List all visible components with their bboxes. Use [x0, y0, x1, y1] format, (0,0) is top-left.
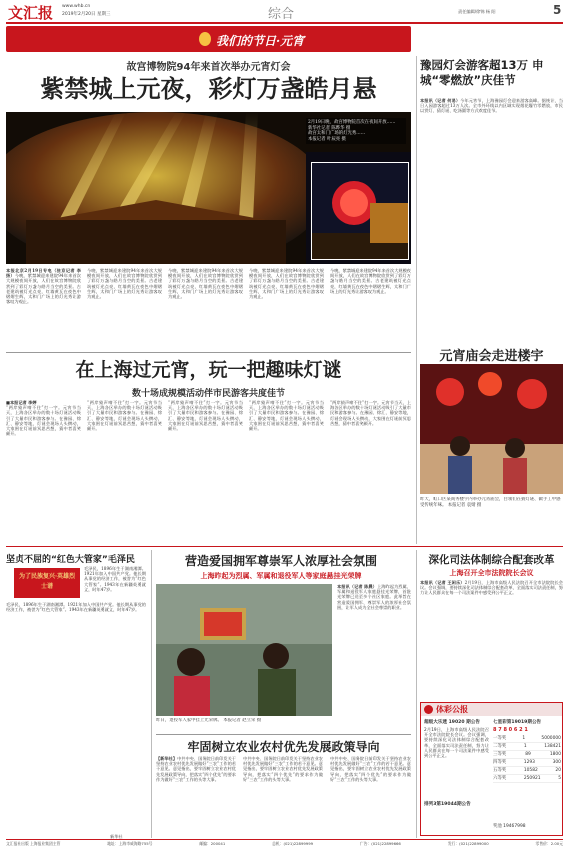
lottery-cell: 四等奖	[493, 760, 507, 765]
masthead-page-number: 5	[553, 3, 562, 17]
center-bottom-photo	[156, 584, 332, 716]
lead-photo-caption: 2月19日晚，故宫博物院首次在夜间开放…… 新华社记者 陈晔华 摄 故宫太和门广场的灯光秀…… 本报记者 叶辰亮 摄	[306, 118, 406, 144]
lottery-table	[493, 735, 561, 783]
lottery-cell: 10582	[523, 768, 538, 773]
second-subhead: 数十场成规模活动伴市民游客共度佳节	[131, 389, 285, 399]
lottery-cell: 250921	[523, 776, 541, 781]
lottery-row	[493, 759, 561, 767]
lottery-row	[493, 735, 561, 743]
footer-item: 广告：(021)22899666	[359, 841, 401, 846]
center-bottom-headline: 营造爱国拥军尊崇军人浓厚社会氛围	[184, 554, 377, 568]
lead-body-col3: 今晚，紫禁城迎来建院94年来首次大规模夜间开放，人们在故宫博物院欣赏到了彩灯万盏与皓月当空的美景。古老建筑被灯光点亮，红墙黄瓦在夜色中熠熠生辉，太和门广场上的灯光秀让游客叹为观止。	[168, 268, 243, 300]
heroes-column-label-text: 为了民族复兴·英雄烈士谱	[18, 573, 76, 590]
lottery-row	[493, 743, 561, 751]
footer	[6, 841, 563, 851]
lantern-icon	[199, 32, 211, 46]
lead-photo	[6, 112, 411, 264]
footer-item: 总机：(021)22899999	[272, 841, 314, 846]
lottery-cell: 300	[552, 760, 561, 765]
lottery-cell: 138421	[544, 744, 561, 749]
column-divider	[416, 56, 417, 544]
lottery-cell: 三等奖	[493, 752, 507, 757]
right-top-body: 本报讯（记者 何易）今年元宵节，上海豫园灯会迎来游客高峰。据统计，当日入园游客超过13万人次。全市外环线以内区域实现烟花爆竹零燃放，市民以赏灯、猜灯谜、吃汤圆等方式欢度佳节。	[420, 98, 563, 114]
second-body-col3: “两岸猿声啼不住”打一字。元宵节当天，上海各区举办的数十场灯谜活动吸引了大量市民和游客参与。在豫园、徐汇、静安等地，灯谜会现场人头攒动，大家围在灯谜前冥思苦想，猜中者喜笑颜开。	[168, 400, 243, 432]
lottery-box	[420, 702, 563, 836]
center-bottom-body: 本报讯（记者 陈晨）上海昨起为烈属、军属和退役军人家庭悬挂光荣牌，首批光荣牌已送至多个社区家庭。此举旨在营造爱国拥军、尊崇军人的浓厚社会氛围，让军人成为全社会尊崇的职业。	[337, 584, 411, 610]
lantern-fair-photo	[420, 364, 563, 494]
lottery-rows	[493, 735, 561, 783]
footer-item: 发行：(021)22899000	[447, 841, 489, 846]
second-body-col1: ■本报记者 李婷 “两岸猿声啼不住”打一字。元宵节当天，上海各区举办的数十场灯谜活动吸引了大量市民和游客参与。在豫园、徐汇、静安等地，灯谜会现场人头攒动，大家围在灯谜前冥思苦想，猜中者喜笑颜开。	[6, 400, 81, 437]
lottery-title-bar	[421, 703, 562, 716]
lottery-cell: 1	[522, 736, 526, 741]
lottery-cell: 六等奖	[493, 776, 507, 781]
right-bottom-body: 本报讯（记者 王闲乐）2月19日，上海市高级人民法院召开全市法院院长会议。会议强调，要持续深化司法体制综合配套改革，全面落实司法责任制，努力让人民群众在每一个司法案件中感受到公平正义。	[420, 580, 563, 596]
lower-section-rule	[6, 546, 563, 547]
right-top-headline: 豫园灯会游客超13万 申城“零燃放”庆佳节	[420, 58, 544, 87]
lottery-cell: 二等奖	[493, 744, 507, 749]
footer-rule	[6, 839, 563, 840]
second-body-col4: “两岸猿声啼不住”打一字。元宵节当天，上海各区举办的数十场灯谜活动吸引了大量市民和游客参与。在豫园、徐汇、静安等地，灯谜会现场人头攒动，大家围在灯谜前冥思苦想，猜中者喜笑颜开。	[249, 400, 324, 432]
lottery-cell: 1293	[523, 760, 535, 765]
lottery-cell: 五等奖	[493, 768, 507, 773]
second-body-col5: “两岸猿声啼不住”打一字。元宵节当天，上海各区举办的数十场灯谜活动吸引了大量市民和游客参与。在豫园、徐汇、静安等地，灯谜会现场人头攒动，大家围在灯谜前冥思苦想，猜中者喜笑颜开。	[330, 400, 411, 426]
lead-body-col5: 今晚，紫禁城迎来建院94年来首次大规模夜间开放，人们在故宫博物院欣赏到了彩灯万盏与皓月当空的美景。古老建筑被灯光点亮，红墙黄瓦在夜色中熠熠生辉，太和门广场上的灯光秀让游客叹为观止。	[330, 268, 411, 294]
lottery-cell: 89	[525, 752, 531, 757]
masthead-date: 2019年2月20日 星期三	[62, 12, 111, 17]
lottery-left-body: 2月19日，上海市高级人民法院召开全市法院院长会议。会议强调，要持续深化司法体制综合配套改革，全面落实司法责任制，努力让人民群众在每一个司法案件中感受到公平正义。	[424, 727, 489, 759]
masthead-editors: 责任编辑/徐锦 杨 阳	[458, 9, 496, 14]
lantern-fair-caption: 昨天，虹口区某商务楼宇内举办元宵庙会，白领们在猜灯谜、做手工中感受传统年味。 本报记者 袁婧 摄	[420, 497, 561, 508]
policy-body-col1: 【新华社】中共中央、国务院日前印发关于坚持农业农村优先发展做好“三农”工作的若干意见。意见指出，要牢固树立农业农村优先发展政策导向，把落实“四个优先”的要求作为做好“三农”工作的头等大事。	[156, 756, 236, 782]
lead-headline: 紫禁城上元夜，彩灯万盏皓月悬	[40, 75, 377, 103]
left-bottom-body: 毛泽民，1896年生于湖南湘潭。1921年加入中国共产党。他长期从事党的经济工作，被誉为“红色大管家”。1943年在新疆英勇就义，时年47岁。	[6, 602, 146, 613]
right-bottom-headline: 深化司法体制综合配套改革	[428, 554, 555, 566]
lottery-cell: 5000000	[541, 736, 561, 741]
lottery-cell: 1	[523, 744, 527, 749]
lead-body-col1: 本报北京2月19日专电（驻京记者 李扬）今晚，紫禁城迎来建院94年来首次大规模夜间开放，人们在故宫博物院欣赏到了彩灯万盏与皓月当空的美景。古老建筑被灯光点亮，红墙黄瓦在夜色中熠熠生辉，太和门广场上的灯光秀让游客叹为观止。	[6, 268, 81, 305]
footer-item: 邮编：200041	[199, 841, 226, 846]
lottery-cell: 1800	[549, 752, 561, 757]
footer-item: 零售价：2.00元	[535, 841, 563, 846]
left-bottom-signature: 新华社	[110, 834, 123, 839]
lottery-cell: 5	[558, 776, 561, 781]
policy-rule	[156, 734, 411, 735]
lottery-icon	[424, 705, 433, 714]
second-story-rule	[6, 352, 411, 353]
lottery-row	[493, 751, 561, 759]
policy-body-col3: 中共中央、国务院日前印发关于坚持农业农村优先发展做好“三农”工作的若干意见。意见指出，要牢固树立农业农村优先发展政策导向，把落实“四个优先”的要求作为做好“三农”工作的头等大事。	[330, 756, 411, 782]
footer-item: 地址：上海市威海路755号	[107, 841, 153, 846]
left-bottom-body-top: 毛泽民，1896年生于湖南湘潭。1921年加入中国共产党。他长期从事党的经济工作，被誉为“红色大管家”。1943年在新疆英勇就义，时年47岁。	[84, 566, 146, 592]
column-divider	[151, 550, 152, 838]
lottery-row	[493, 775, 561, 783]
heroes-column-label	[14, 568, 80, 598]
lottery-row	[493, 767, 561, 775]
footer-item: 文汇报社出版 上海报业集团主管	[6, 841, 61, 846]
lottery-draw-2: 排列3第19044期公告	[424, 802, 471, 807]
lantern-fair-headline: 元宵庙会走进楼宇	[439, 349, 544, 364]
lottery-cell: 20	[555, 768, 561, 773]
festival-banner	[6, 26, 411, 52]
center-bottom-caption: 昨日，退役军人家中挂上光荣牌。 本报记者 赵立荣 摄	[156, 718, 262, 723]
second-body-col2: “两岸猿声啼不住”打一字。元宵节当天，上海各区举办的数十场灯谜活动吸引了大量市民和游客参与。在豫园、徐汇、静安等地，灯谜会现场人头攒动，大家围在灯谜前冥思苦想，猜中者喜笑颜开。	[87, 400, 162, 432]
lottery-draw-1: 超级大乐透 19020 期公告	[424, 720, 480, 725]
policy-body-col2: 中共中央、国务院日前印发关于坚持农业农村优先发展做好“三农”工作的若干意见。意见指出，要牢固树立农业农村优先发展政策导向，把落实“四个优先”的要求作为做好“三农”工作的头等大事。	[243, 756, 323, 782]
center-bottom-subhead: 上海昨起为烈属、军属和退役军人等家庭悬挂光荣牌	[200, 572, 362, 580]
masthead-rule	[6, 22, 563, 24]
masthead	[0, 0, 569, 24]
masthead-section: 综合	[268, 7, 295, 22]
masthead-logo: 文汇报	[8, 4, 54, 22]
second-headline: 在上海过元宵，玩一把趣味灯谜	[75, 359, 342, 381]
lead-kicker: 故宫博物院94年来首次举办元宵灯会	[126, 62, 291, 73]
column-divider	[416, 550, 417, 838]
right-bottom-subhead: 上海召开全市法院院长会议	[449, 569, 534, 577]
lead-body-col2: 今晚，紫禁城迎来建院94年来首次大规模夜间开放，人们在故宫博物院欣赏到了彩灯万盏与皓月当空的美景。古老建筑被灯光点亮，红墙黄瓦在夜色中熠熠生辉，太和门广场上的灯光秀让游客叹为观止。	[87, 268, 162, 300]
lottery-draw-3: 七星彩第19019期公告	[493, 720, 542, 725]
policy-headline: 牢固树立农业农村优先发展政策导向	[187, 740, 380, 754]
masthead-url: www.whb.cn	[62, 4, 91, 9]
banner-text: 我们的节日·元宵	[216, 34, 305, 48]
lottery-pool: 奖池 19467998	[493, 824, 526, 829]
lead-body-col4: 今晚，紫禁城迎来建院94年来首次大规模夜间开放，人们在故宫博物院欣赏到了彩灯万盏与皓月当空的美景。古老建筑被灯光点亮，红墙黄瓦在夜色中熠熠生辉，太和门广场上的灯光秀让游客叹为观止。	[249, 268, 324, 300]
lottery-cell: 一等奖	[493, 736, 507, 741]
lottery-numbers: 8 7 8 0 6 2 1	[493, 727, 528, 733]
lottery-title: 体彩公报	[436, 705, 468, 714]
inset-photo	[311, 162, 409, 260]
left-bottom-headline: 坚贞不屈的“红色大管家”毛泽民	[6, 555, 135, 565]
